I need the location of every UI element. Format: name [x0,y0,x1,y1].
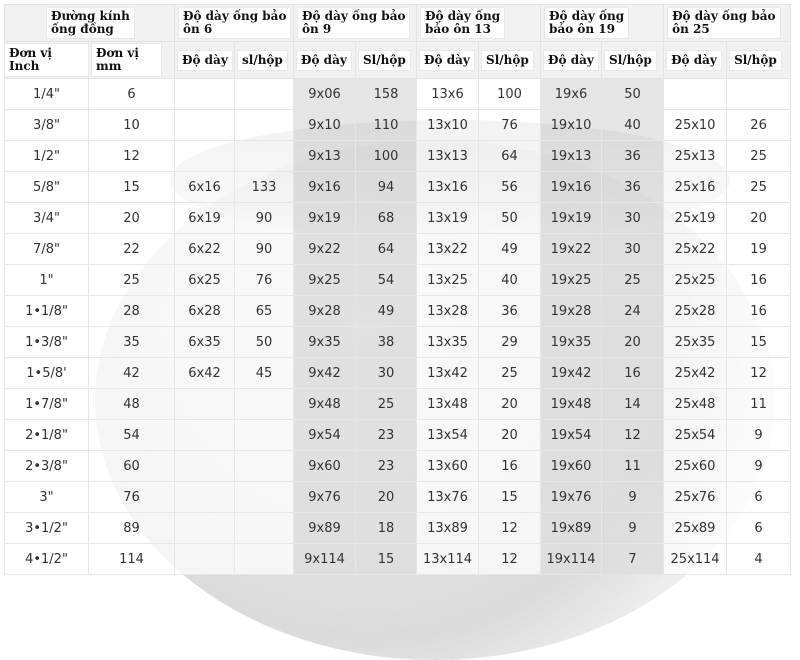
table-cell: 19x76 [541,482,602,513]
table-cell: 20 [479,420,541,451]
table-cell: 19x19 [541,203,602,234]
table-cell: 13x10 [417,110,479,141]
table-cell: 6x42 [175,358,235,389]
table-row [5,141,791,172]
table-cell: 35 [89,327,175,358]
table-cell: 7/8" [5,234,89,265]
subheader-thickness [294,42,356,79]
table-cell: 15 [356,544,417,575]
table-cell: 50 [479,203,541,234]
table-cell: 9x19 [294,203,356,234]
table-cell: 25x114 [664,544,727,575]
table-cell: 28 [89,296,175,327]
table-cell: 19x60 [541,451,602,482]
table-cell: 19x16 [541,172,602,203]
table-cell: 1/2" [5,141,89,172]
subheader-thickness [175,42,235,79]
table-row [5,358,791,389]
table-cell: 19x89 [541,513,602,544]
table-cell: 64 [356,234,417,265]
table-cell: 1•3/8" [5,327,89,358]
subheader-label: Độ dày [667,51,721,70]
table-cell: 25x76 [664,482,727,513]
table-cell: 20 [602,327,664,358]
table-cell: 25 [727,172,791,203]
table-cell: 9 [602,513,664,544]
table-cell: 76 [89,482,175,513]
table-cell: 11 [602,451,664,482]
table-cell: 94 [356,172,417,203]
table-cell: 13x114 [417,544,479,575]
subheader-label: Sl/hộp [730,51,781,70]
table-cell [235,482,294,513]
table-row [5,482,791,513]
subheader-qty-per-box [727,42,791,79]
table-cell [175,79,235,110]
table-row [5,234,791,265]
table-cell: 1•1/8" [5,296,89,327]
table-cell: 6x28 [175,296,235,327]
table-body [5,79,791,575]
table-cell: 19x54 [541,420,602,451]
table-cell: 110 [356,110,417,141]
subheader-label: Đơn vị Inch [5,44,88,76]
table-cell: 48 [89,389,175,420]
table-cell: 13x60 [417,451,479,482]
table-cell: 9x35 [294,327,356,358]
table-cell [175,513,235,544]
table-cell: 19x13 [541,141,602,172]
table-cell: 25x42 [664,358,727,389]
table-cell: 22 [89,234,175,265]
table-cell: 11 [727,389,791,420]
table-cell: 12 [727,358,791,389]
header-label: Đường kính ống đồng [47,8,134,38]
table-cell: 13x28 [417,296,479,327]
table-cell: 9x13 [294,141,356,172]
table-cell: 19x35 [541,327,602,358]
header-insulation-25 [664,5,791,42]
table-cell: 49 [356,296,417,327]
table-cell: 25 [479,358,541,389]
table-cell: 13x13 [417,141,479,172]
subheader-label: Sl/hộp [359,51,410,70]
table-cell: 40 [479,265,541,296]
table-row [5,79,791,110]
subheader-mm [89,42,175,79]
table-cell: 1/4" [5,79,89,110]
table-cell [235,513,294,544]
table-cell: 24 [602,296,664,327]
table-cell [235,420,294,451]
table-cell: 15 [479,482,541,513]
table-cell [175,544,235,575]
subheader-inch [5,42,89,79]
table-cell: 3/8" [5,110,89,141]
table-cell: 42 [89,358,175,389]
table-row [5,451,791,482]
table-cell: 25x54 [664,420,727,451]
table-cell [664,79,727,110]
table-cell: 20 [479,389,541,420]
table-cell: 45 [235,358,294,389]
table-cell: 13x22 [417,234,479,265]
subheader-qty-per-box [602,42,664,79]
table-cell: 9x76 [294,482,356,513]
table-cell: 49 [479,234,541,265]
header-insulation-13 [417,5,541,42]
subheader-label: Sl/hộp [605,51,656,70]
table-cell: 9x60 [294,451,356,482]
table-cell: 2•1/8" [5,420,89,451]
table-cell: 23 [356,451,417,482]
table-cell [175,420,235,451]
table-cell: 36 [602,172,664,203]
table-cell: 158 [356,79,417,110]
subheader-qty-per-box [235,42,294,79]
table-cell: 13x35 [417,327,479,358]
table-cell: 25x60 [664,451,727,482]
table-cell: 13x6 [417,79,479,110]
table-cell: 40 [602,110,664,141]
table-cell: 9 [602,482,664,513]
table-row [5,513,791,544]
table-row [5,110,791,141]
table-cell: 36 [479,296,541,327]
table-cell: 9x48 [294,389,356,420]
table-cell: 19x48 [541,389,602,420]
table-cell: 50 [602,79,664,110]
table-cell: 64 [479,141,541,172]
table-cell: 9 [727,420,791,451]
table-cell: 6x16 [175,172,235,203]
table-cell: 100 [479,79,541,110]
table-cell: 90 [235,203,294,234]
table-cell: 76 [479,110,541,141]
table-row [5,172,791,203]
subheader-label: Độ dày [297,51,351,70]
table-row [5,544,791,575]
table-cell: 3•1/2" [5,513,89,544]
table-cell: 15 [89,172,175,203]
table-cell: 19x6 [541,79,602,110]
header-label: Độ dày ống bảo ôn 19 [545,8,628,38]
subheader-label: sl/hộp [238,51,287,70]
subheader-label: Sl/hộp [482,51,533,70]
table-cell: 5/8" [5,172,89,203]
table-cell [235,451,294,482]
table-cell: 89 [89,513,175,544]
subheader-label: Độ dày [544,51,598,70]
subheader-thickness [664,42,727,79]
table-row [5,203,791,234]
table-cell: 25x89 [664,513,727,544]
table-cell: 65 [235,296,294,327]
table-cell: 25 [356,389,417,420]
table-cell: 30 [602,203,664,234]
header-insulation-19 [541,5,664,42]
table-row [5,296,791,327]
table-cell: 12 [89,141,175,172]
subheader-qty-per-box [356,42,417,79]
table-cell [727,79,791,110]
table-cell: 6x19 [175,203,235,234]
table-cell: 6x22 [175,234,235,265]
table-cell: 9x54 [294,420,356,451]
table-cell: 16 [602,358,664,389]
header-label: Độ dày ống bảo ôn 13 [421,8,504,38]
table-cell: 68 [356,203,417,234]
table-cell: 3" [5,482,89,513]
table-cell: 13x76 [417,482,479,513]
table-cell: 25 [89,265,175,296]
header-label: Độ dày ống bảo ôn 9 [298,8,409,38]
table-cell: 6x35 [175,327,235,358]
table-cell: 19 [727,234,791,265]
table-cell: 25x35 [664,327,727,358]
table-cell: 6 [727,482,791,513]
table-row [5,420,791,451]
header-insulation-9 [294,5,417,42]
table-cell: 4•1/2" [5,544,89,575]
header-copper-pipe-diameter [5,5,175,42]
table-cell: 25x19 [664,203,727,234]
table-cell: 1•5/8' [5,358,89,389]
table-cell: 9x22 [294,234,356,265]
table-cell [175,482,235,513]
table-cell: 25x16 [664,172,727,203]
table-cell [235,141,294,172]
subheader-thickness [541,42,602,79]
table-cell: 19x28 [541,296,602,327]
table-cell: 16 [479,451,541,482]
table-cell: 13x42 [417,358,479,389]
table-cell: 13x89 [417,513,479,544]
table-cell: 6 [89,79,175,110]
table-cell: 54 [356,265,417,296]
table-cell: 19x114 [541,544,602,575]
table-cell: 23 [356,420,417,451]
table-cell: 54 [89,420,175,451]
table-row [5,327,791,358]
table-cell: 9x10 [294,110,356,141]
table-cell: 9x114 [294,544,356,575]
table-cell: 20 [89,203,175,234]
table-cell: 25x48 [664,389,727,420]
subheader-label: Độ dày [420,51,474,70]
table-cell: 9x25 [294,265,356,296]
table-cell: 25x13 [664,141,727,172]
table-cell: 19x25 [541,265,602,296]
table-cell: 9x89 [294,513,356,544]
table-cell [175,110,235,141]
table-cell: 76 [235,265,294,296]
table-cell: 16 [727,296,791,327]
table-cell: 15 [727,327,791,358]
table-cell: 12 [479,513,541,544]
table-cell: 100 [356,141,417,172]
table-cell: 60 [89,451,175,482]
table-cell: 12 [479,544,541,575]
table-cell: 13x54 [417,420,479,451]
table-cell: 30 [356,358,417,389]
table-cell: 56 [479,172,541,203]
table-cell: 9x42 [294,358,356,389]
table-cell: 30 [602,234,664,265]
table-cell: 20 [727,203,791,234]
table-cell: 13x19 [417,203,479,234]
subheader-label: Độ dày [178,51,232,70]
table-row [5,389,791,420]
table-cell: 50 [235,327,294,358]
table-cell: 10 [89,110,175,141]
table-cell: 20 [356,482,417,513]
subheader-thickness [417,42,479,79]
table-cell: 7 [602,544,664,575]
table-cell: 25x10 [664,110,727,141]
table-cell: 90 [235,234,294,265]
table-cell: 2•3/8" [5,451,89,482]
subheader-label: Đơn vị mm [92,44,161,76]
table-cell: 25x22 [664,234,727,265]
table-row [5,265,791,296]
table-cell [235,389,294,420]
table-cell [175,141,235,172]
table-cell [175,389,235,420]
table-cell: 3/4" [5,203,89,234]
table-cell: 9x28 [294,296,356,327]
table-cell: 29 [479,327,541,358]
table-cell: 13x25 [417,265,479,296]
table-cell: 38 [356,327,417,358]
insulation-spec-table [4,4,791,575]
header-label: Độ dày ống bảo ôn 6 [179,8,290,38]
subheader-qty-per-box [479,42,541,79]
table-cell: 6x25 [175,265,235,296]
table-cell: 19x22 [541,234,602,265]
table-cell: 26 [727,110,791,141]
table-cell: 114 [89,544,175,575]
table-cell [175,451,235,482]
table-cell: 18 [356,513,417,544]
table-cell: 36 [602,141,664,172]
table-cell: 19x42 [541,358,602,389]
table-cell [235,544,294,575]
table-cell: 25 [727,141,791,172]
table-cell: 25 [602,265,664,296]
table-cell: 12 [602,420,664,451]
table-cell: 9x16 [294,172,356,203]
table-cell: 133 [235,172,294,203]
table-cell: 16 [727,265,791,296]
table-cell: 9 [727,451,791,482]
table-cell: 4 [727,544,791,575]
table-cell: 19x10 [541,110,602,141]
table-cell: 25x28 [664,296,727,327]
table-cell: 14 [602,389,664,420]
table-cell [235,79,294,110]
header-label: Độ dày ống bảo ôn 25 [668,8,779,38]
table-cell [235,110,294,141]
table-cell: 13x16 [417,172,479,203]
table-cell: 9x06 [294,79,356,110]
table-cell: 25x25 [664,265,727,296]
table-cell: 1" [5,265,89,296]
table-cell: 1•7/8" [5,389,89,420]
header-insulation-6 [175,5,294,42]
table-cell: 6 [727,513,791,544]
table-cell: 13x48 [417,389,479,420]
